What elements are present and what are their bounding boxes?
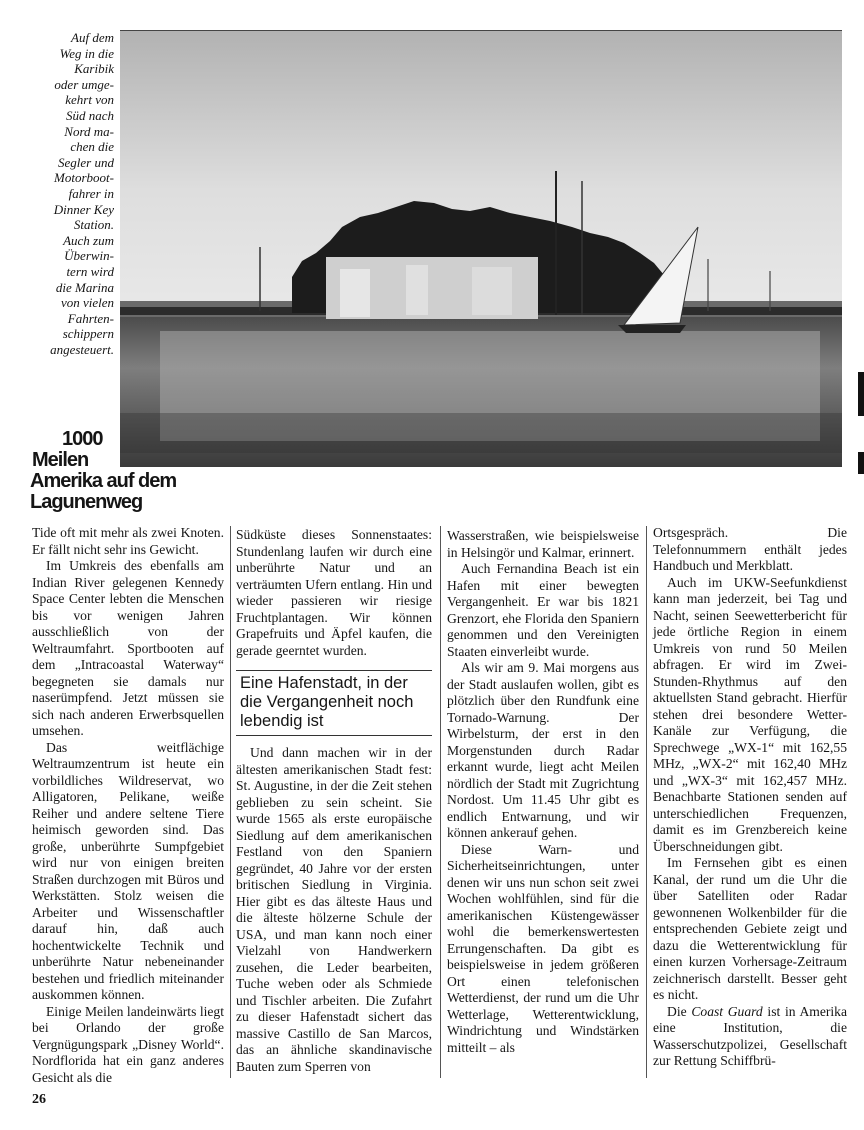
paragraph: Auch Fernandina Beach ist ein Hafen mit einer bewegten Vergangenheit. Er war bis 1821 Grenzort, ehe Florida den Spaniern genommen und den Vereinigten Staaten einverleibt wurde. <box>447 561 639 659</box>
caption-line: fahrer in <box>68 185 114 201</box>
caption-line: die Marina <box>55 279 114 295</box>
page-number: 26 <box>32 1092 46 1107</box>
text-run: ist in Amerika eine Institution, die Wasserschutzpolizei, Gesellschaft zur Rettung Schiffbrü- <box>653 1003 848 1068</box>
paragraph: Ortsgespräch. Die Telefonnummern enthält jedes Handbuch und Merkblatt. <box>653 525 847 573</box>
headline-line: Meilen <box>32 449 89 471</box>
caption-line: Nord ma- <box>64 123 114 139</box>
caption-line: von vielen <box>60 295 114 311</box>
caption-line: Weg in die <box>59 45 114 61</box>
caption-line: Segler und <box>58 154 114 170</box>
paragraph: Südküste dieses Sonnenstaates: Stundenlang laufen wir durch eine unberührte Natur und an verträumten Ufern entlang. Hin und wieder passieren wir riesige Fruchtplantagen. Wir können Grapefruits und Äpfel kaufen, die gerade geerntet wurden. <box>236 527 432 658</box>
paragraph: Wasserstraßen, wie beispielsweise in Helsingör und Kalmar, erinnert. <box>447 528 639 560</box>
headline-line: 1000 <box>62 428 103 450</box>
column-rule <box>230 526 231 1078</box>
caption-line: Überwin- <box>64 248 114 264</box>
caption-line: Dinner Key <box>53 201 114 217</box>
caption-line: Süd nach <box>65 107 114 123</box>
paragraph: Im Fernsehen gibt es einen Kanal, der rund um die Uhr die über Satelliten oder Radar gewonnenen Wolkenbilder für die entsprechenden Gebiete zeigt und dazu die Wetterentwicklung für einen kurzen Vorhersage-Zeitraum zeichnerisch darstellt. Besser geht es nicht. <box>653 855 847 1002</box>
sailboat-hull <box>618 325 686 333</box>
paragraph <box>653 1004 847 1070</box>
text-run: Die <box>667 1003 687 1019</box>
caption-line: schippern <box>62 326 114 342</box>
edge-mark <box>858 452 864 474</box>
paragraph: Das weitflächige Weltraumzentrum ist heute ein vorbildliches Wildreservat, wo Alligatoren, Pelikane, weiße Reiher und andere seltene Tiere heimisch geworden sind. Das große, unberührte Sumpfgebiet wird nur von einigen breiten Straßen durchzogen mit Büros und Werkstätten. Stolz weisen die Arbeiter und Wissenschaftler darauf hin, daß auch hochentwickelte Technik und unberührte Natur nebeneinander bestehen und friedlich miteinander auskommen können. <box>32 739 224 1002</box>
caption-line: chen die <box>70 139 114 155</box>
caption-line: angesteuert. <box>50 341 114 357</box>
paragraph: Und dann machen wir in der ältesten amerikanischen Stadt fest: St. Augustine, in der die Zeit stehen geblieben zu sein scheint. Sie wurde 1565 als erste europäische Siedlung auf dem amerikanischen Festland von den Spaniern gegründet, 40 Jahre vor der ersten britischen Siedlung in Virginia. Hier gibt es das älteste Haus und die älteste hölzerne Schule der USA, und man kann noch einer Vielzahl von Handwerkern zusehen, die Leder bearbeiten, Tuche weben oder als Schmiede und Tischler arbeiten. Die Zufahrt zu dieser Hafenstadt sichert das massive Castillo de San Marcos, das an ähnliche skandinavische Bauten zum Sperren von <box>236 745 432 1074</box>
text-column-4 <box>653 525 847 1070</box>
caption-line: Auf dem <box>71 30 114 45</box>
emphasis-coast-guard: Coast Guard <box>691 1003 763 1019</box>
text-column-1 <box>32 525 224 1086</box>
paragraph: Diese Warn- und Sicherheitseinrichtungen, unter denen wir uns nun schon seit zwei Wochen wohlfühlen, sind für die amerikanischen Küstengewässer wohl die bemerkenswertesten Errungenschaften. Da gibt es beispielsweise in jedem größeren Ort einen telefonischen Wetterdienst, der rund um die Uhr Wetterlage, Wetterentwicklung, Windrichtung und Windstärken mitteilt – als <box>447 841 639 1055</box>
paragraph: Einige Meilen landeinwärts liegt bei Orlando der große Vergnügungspark „Disney World“. Nordflorida hat ein ganz anderes Gesicht als die <box>32 1003 224 1085</box>
paragraph: Im Umkreis des ebenfalls am Indian River gelegenen Kennedy Space Center lebten die Menschen bis vor wenigen Jahren ausschließlich von der Weltraumfahrt. Sportbooten auf dem „Intracoastal Waterway“ begegneten sie damals nur naserümpfend. Jetzt müssen sie sich nach anderen Erwerbsquellen umsehen. <box>32 558 224 738</box>
headline-line: Lagunenweg <box>30 491 143 513</box>
headline-line: Amerika auf dem <box>30 470 177 492</box>
text-column-3 <box>447 528 639 1056</box>
paragraph: Auch im UKW-Seefunkdienst kann man jederzeit, bei Tag und Nacht, seinen Seewetterbericht für jede örtliche Region in einem Umkreis von rund 50 Meilen abfragen. Er wird im Zwei-Stunden-Rhythmus auf den aktuellsten Stand gebracht. Hierfür stehen drei besondere Wetter-Kanäle zur Verfügung, die Sprechwege „WX-1“ mit 162,55 MHz, „WX-2“ mit 162,40 MHz und „WX-3“ mit 162,457 MHz. Benachbarte Stationen senden auf unterschiedlichen Frequenzen, damit es im Grenzbereich keine Überschneidungen gibt. <box>653 574 847 854</box>
caption-line: kehrt von <box>65 92 114 108</box>
article-headline <box>30 429 230 513</box>
caption-line: Fahrten- <box>67 310 114 326</box>
caption-line: Motorboot- <box>54 170 114 186</box>
photo-caption <box>8 30 114 357</box>
caption-line: Station. <box>73 217 114 233</box>
marina-photo <box>120 30 842 467</box>
paragraph: Als wir am 9. Mai morgens aus der Stadt auslaufen wollen, gibt es plötzlich über den Rundfunk eine Tornado-Warnung. Der Wirbelsturm, der erst in den Morgenstunden durch Radar erkannt wurde, liegt acht Meilen nördlich der Stadt mit Zugrichtung Nordost. Um 11.45 Uhr gibt es endlich Entwarnung, und wir können ankerauf gehen. <box>447 660 639 840</box>
subheading: Eine Hafenstadt, in der die Vergangenheit noch lebendig ist <box>236 670 432 736</box>
caption-line: tern wird <box>66 263 114 279</box>
column-rule <box>440 526 441 1078</box>
caption-line: oder umge- <box>54 76 114 92</box>
edge-mark <box>858 372 864 416</box>
text-column-2 <box>236 527 432 1075</box>
caption-line: Auch zum <box>63 232 114 248</box>
paragraph: Tide oft mit mehr als zwei Knoten. Er fällt nicht sehr ins Gewicht. <box>32 525 224 557</box>
column-rule <box>646 526 647 1078</box>
caption-line: Karibik <box>74 61 114 77</box>
